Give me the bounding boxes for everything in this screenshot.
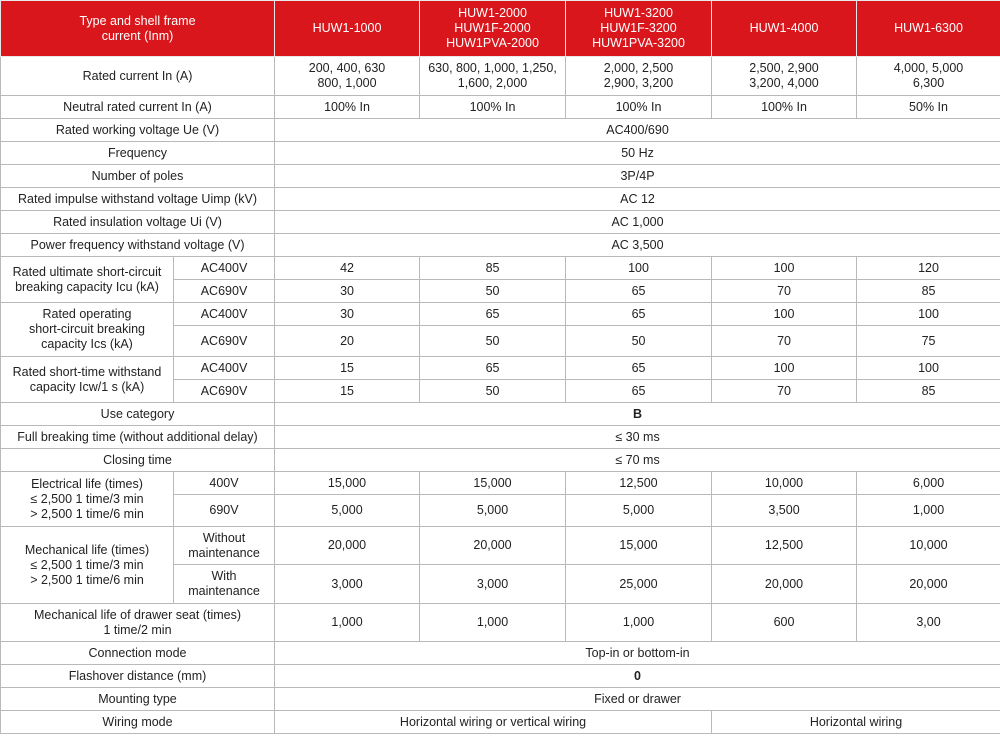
cell-value: 0 (275, 665, 1000, 688)
row-label: Number of poles (1, 165, 275, 188)
table-row (1, 472, 1000, 495)
cell-value: 100 (712, 303, 857, 326)
header-model: HUW1-3200 HUW1F-3200 HUW1PVA-3200 (566, 1, 712, 57)
table-row (1, 604, 1000, 642)
cell-value: Fixed or drawer (275, 688, 1000, 711)
cell-value: 5,000 (275, 495, 420, 527)
table-row (1, 257, 1000, 280)
cell-value: 3,000 (420, 565, 566, 604)
row-label: Neutral rated current In (A) (1, 96, 275, 119)
cell-value: 65 (566, 380, 712, 403)
cell-value: 100% In (420, 96, 566, 119)
row-label: Rated current In (A) (1, 57, 275, 96)
table-row (1, 711, 1000, 734)
cell-value: 42 (275, 257, 420, 280)
sub-label: AC400V (174, 303, 275, 326)
cell-value: 5,000 (566, 495, 712, 527)
cell-value: 100% In (275, 96, 420, 119)
cell-value: 85 (857, 280, 1000, 303)
cell-value: 65 (420, 357, 566, 380)
cell-value: 65 (420, 303, 566, 326)
header-model: HUW1-4000 (712, 1, 857, 57)
header-model: HUW1-2000 HUW1F-2000 HUW1PVA-2000 (420, 1, 566, 57)
cell-value: 20,000 (275, 527, 420, 565)
cell-value: 70 (712, 280, 857, 303)
sub-label: 400V (174, 472, 275, 495)
cell-value: ≤ 30 ms (275, 426, 1000, 449)
sub-label: Without maintenance (174, 527, 275, 565)
cell-value: 85 (857, 380, 1000, 403)
row-label: Rated working voltage Ue (V) (1, 119, 275, 142)
cell-value: 20,000 (712, 565, 857, 604)
cell-value: 70 (712, 380, 857, 403)
cell-value: Top-in or bottom-in (275, 642, 1000, 665)
row-label: Use category (1, 403, 275, 426)
cell-value: 100% In (712, 96, 857, 119)
cell-value: AC 12 (275, 188, 1000, 211)
cell-value: 50 (420, 326, 566, 357)
cell-value: 50 (566, 326, 712, 357)
row-label: Mechanical life (times) ≤ 2,500 1 time/3 min > 2,500 1 time/6 min (1, 527, 174, 604)
sub-label: AC690V (174, 280, 275, 303)
row-label: Rated short-time withstand capacity Icw/1 s (kA) (1, 357, 174, 403)
cell-value: 30 (275, 280, 420, 303)
cell-value: AC400/690 (275, 119, 1000, 142)
cell-value: 100 (566, 257, 712, 280)
sub-label: With maintenance (174, 565, 275, 604)
table-row (1, 426, 1000, 449)
cell-value: 200, 400, 630 800, 1,000 (275, 57, 420, 96)
cell-value: 100 (857, 303, 1000, 326)
cell-value: 75 (857, 326, 1000, 357)
table-row (1, 188, 1000, 211)
cell-value: 3P/4P (275, 165, 1000, 188)
cell-value: 20,000 (420, 527, 566, 565)
cell-value: 15,000 (275, 472, 420, 495)
table-row (1, 96, 1000, 119)
table-row (1, 449, 1000, 472)
cell-value: 1,000 (275, 604, 420, 642)
cell-value: 12,500 (566, 472, 712, 495)
row-label: Rated operating short-circuit breaking capacity Ics (kA) (1, 303, 174, 357)
cell-value: 3,00 (857, 604, 1000, 642)
row-label: Closing time (1, 449, 275, 472)
sub-label: AC690V (174, 326, 275, 357)
cell-value: 50 (420, 280, 566, 303)
cell-value: 3,500 (712, 495, 857, 527)
cell-value: 2,500, 2,900 3,200, 4,000 (712, 57, 857, 96)
row-label: Rated impulse withstand voltage Uimp (kV) (1, 188, 275, 211)
table-row (1, 357, 1000, 380)
table-row (1, 234, 1000, 257)
table-row (1, 303, 1000, 326)
cell-value: 50% In (857, 96, 1000, 119)
row-label: Electrical life (times) ≤ 2,500 1 time/3 min > 2,500 1 time/6 min (1, 472, 174, 527)
cell-value: AC 1,000 (275, 211, 1000, 234)
cell-value: 2,000, 2,500 2,900, 3,200 (566, 57, 712, 96)
cell-value: 600 (712, 604, 857, 642)
table-row (1, 119, 1000, 142)
cell-value: ≤ 70 ms (275, 449, 1000, 472)
cell-value: 4,000, 5,000 6,300 (857, 57, 1000, 96)
cell-value: 10,000 (712, 472, 857, 495)
row-label: Power frequency withstand voltage (V) (1, 234, 275, 257)
cell-value: 50 Hz (275, 142, 1000, 165)
table-row (1, 165, 1000, 188)
cell-value: 100% In (566, 96, 712, 119)
cell-value: 65 (566, 303, 712, 326)
header-param: Type and shell frame current (Inm) (1, 1, 275, 57)
table-row (1, 142, 1000, 165)
cell-value: 3,000 (275, 565, 420, 604)
cell-value: AC 3,500 (275, 234, 1000, 257)
cell-value: 30 (275, 303, 420, 326)
cell-value: 20 (275, 326, 420, 357)
cell-value: 70 (712, 326, 857, 357)
cell-value: B (275, 403, 1000, 426)
sub-label: AC400V (174, 257, 275, 280)
sub-label: AC400V (174, 357, 275, 380)
row-label: Wiring mode (1, 711, 275, 734)
header-model: HUW1-1000 (275, 1, 420, 57)
row-label: Flashover distance (mm) (1, 665, 275, 688)
cell-value: 25,000 (566, 565, 712, 604)
cell-value: 5,000 (420, 495, 566, 527)
header-model: HUW1-6300 (857, 1, 1000, 57)
cell-value: 15 (275, 357, 420, 380)
cell-value: 20,000 (857, 565, 1000, 604)
cell-value: 85 (420, 257, 566, 280)
cell-value: 120 (857, 257, 1000, 280)
cell-value: 630, 800, 1,000, 1,250, 1,600, 2,000 (420, 57, 566, 96)
row-label: Connection mode (1, 642, 275, 665)
cell-value: 15,000 (420, 472, 566, 495)
cell-value: 65 (566, 280, 712, 303)
cell-value: 12,500 (712, 527, 857, 565)
sub-label: 690V (174, 495, 275, 527)
cell-value: 65 (566, 357, 712, 380)
table-row (1, 688, 1000, 711)
table-row (1, 665, 1000, 688)
cell-value: 1,000 (420, 604, 566, 642)
cell-value: 100 (712, 257, 857, 280)
header-row (1, 1, 1000, 57)
table-row (1, 642, 1000, 665)
cell-value: 15,000 (566, 527, 712, 565)
cell-value: Horizontal wiring (712, 711, 1000, 734)
cell-value: 1,000 (566, 604, 712, 642)
row-label: Mounting type (1, 688, 275, 711)
table-row (1, 403, 1000, 426)
cell-value: 15 (275, 380, 420, 403)
row-label: Full breaking time (without additional delay) (1, 426, 275, 449)
cell-value: 10,000 (857, 527, 1000, 565)
cell-value: 1,000 (857, 495, 1000, 527)
row-label: Rated insulation voltage Ui (V) (1, 211, 275, 234)
cell-value: 6,000 (857, 472, 1000, 495)
row-label: Rated ultimate short-circuit breaking capacity Icu (kA) (1, 257, 174, 303)
cell-value: Horizontal wiring or vertical wiring (275, 711, 712, 734)
cell-value: 100 (857, 357, 1000, 380)
table-row (1, 211, 1000, 234)
cell-value: 100 (712, 357, 857, 380)
sub-label: AC690V (174, 380, 275, 403)
table-row (1, 57, 1000, 96)
row-label: Mechanical life of drawer seat (times) 1 time/2 min (1, 604, 275, 642)
cell-value: 50 (420, 380, 566, 403)
row-label: Frequency (1, 142, 275, 165)
table-row (1, 527, 1000, 565)
